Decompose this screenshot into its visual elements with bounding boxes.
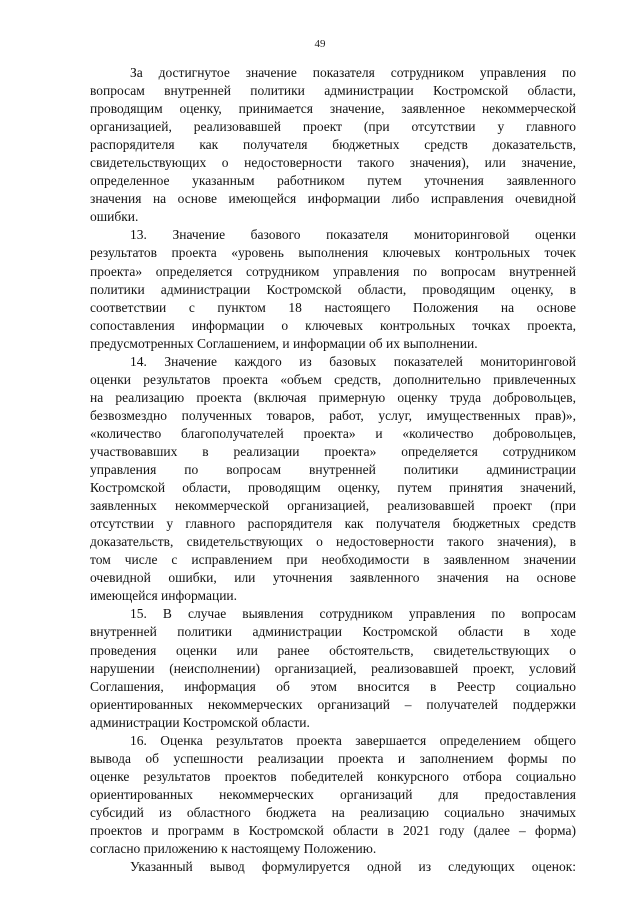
text-line: субсидий из областного бюджета на реализацию социально значимых xyxy=(90,804,576,820)
paragraph-p-13 xyxy=(90,226,576,352)
text-line: ошибки. xyxy=(90,209,139,225)
document-body xyxy=(90,64,576,876)
text-line: ориентированных некоммерческих организаций – получателей поддержки xyxy=(90,696,576,712)
text-line: Костромской области, проводящим оценку, путем принятия значений, xyxy=(90,480,576,496)
text-line: значения на основе имеющейся информации либо исправления очевидной xyxy=(90,191,576,207)
text-line: внутренней политики администрации Костромской области в ходе xyxy=(90,624,576,640)
text-line: сопоставления информации о ключевых контрольных точках проекта, xyxy=(90,317,576,333)
text-line: нарушении (неисполнении) организацией, реализовавшей проект, условий xyxy=(90,660,576,676)
text-line: оценки результатов проекта «объем средств, дополнительно привлеченных xyxy=(90,371,576,387)
text-line: определенное указанным работником путем уточнения заявленного xyxy=(90,173,576,189)
text-line: доказательств, свидетельствующих о недостоверности такого значения), в xyxy=(90,534,576,550)
paragraph-p-achieved-value xyxy=(90,64,576,226)
text-line: ориентированных некоммерческих организаций для предоставления xyxy=(90,786,576,802)
paragraph-p-15 xyxy=(90,605,576,731)
text-line: Соглашения, информация об этом вносится в Реестр социально xyxy=(90,678,576,694)
text-line: на реализацию проекта (включая примерную оценку труда добровольцев, xyxy=(90,389,576,405)
text-line: За достигнутое значение показателя сотрудником управления по xyxy=(130,65,576,80)
text-line: Указанный вывод формулируется одной из следующих оценок: xyxy=(130,859,576,875)
text-line: администрации Костромской области. xyxy=(90,714,310,730)
text-line: распорядителя как получателя бюджетных средств доказательств, xyxy=(90,137,576,153)
text-line: оценке результатов проектов победителей конкурсного отбора социально xyxy=(90,768,576,784)
paragraph-p-14 xyxy=(90,353,576,606)
text-line: «количество благополучателей проекта» и «количество добровольцев, xyxy=(90,425,576,441)
text-line: соответствии с пунктом 18 настоящего Положения на основе xyxy=(90,299,576,315)
text-line: 15. В случае выявления сотрудником управления по вопросам xyxy=(130,606,576,622)
text-line: заявленных некоммерческой организацией, реализовавшей проект (при xyxy=(90,498,576,514)
text-line: предусмотренных Соглашением, и информации об их выполнении. xyxy=(90,335,478,351)
paragraph-p-conclusion xyxy=(90,858,576,876)
text-line: имеющейся информации. xyxy=(90,588,238,604)
text-line: проекта» определяется сотрудником управления по вопросам внутренней xyxy=(90,263,576,279)
page-number: 49 xyxy=(314,38,326,50)
text-line: отсутствии у главного распорядителя как получателя бюджетных средств xyxy=(90,516,576,532)
text-line: организацией, реализовавшей проект (при отсутствии у главного xyxy=(90,119,576,135)
text-line: проектов и программ в Костромской области в 2021 году (далее – форма) xyxy=(90,822,576,838)
text-line: вопросам внутренней политики администрации Костромской области, xyxy=(90,83,576,99)
text-line: 13. Значение базового показателя мониторинговой оценки xyxy=(130,227,576,243)
text-line: участвовавших в реализации проекта» определяется сотрудником xyxy=(90,443,576,459)
text-line: свидетельствующих о недостоверности такого значения), или значение, xyxy=(90,155,576,171)
text-line: политики администрации Костромской области, проводящим оценку, в xyxy=(90,281,576,297)
text-line: том числе с исправлением при необходимости в заявленном значении xyxy=(90,552,576,568)
text-line: проведения оценки или ранее обстоятельств, свидетельствующих о xyxy=(90,642,576,658)
text-line: управления по вопросам внутренней политики администрации xyxy=(90,462,576,478)
text-line: очевидной ошибки, или уточнения заявленного значения на основе xyxy=(90,570,576,586)
text-line: проводящим оценку, принимается значение, заявленное некоммерческой xyxy=(90,101,576,117)
paragraph-p-16 xyxy=(90,732,576,858)
text-line: согласно приложению к настоящему Положению. xyxy=(90,841,377,857)
text-line: результатов проекта «уровень выполнения ключевых контрольных точек xyxy=(90,245,576,261)
text-line: вывода об успешности реализации проекта и заполнением формы по xyxy=(90,750,576,766)
text-line: безвозмездно полученных товаров, работ, услуг, имущественных прав)», xyxy=(90,407,576,423)
text-line: 14. Значение каждого из базовых показателей мониторинговой xyxy=(130,353,576,369)
text-line: 16. Оценка результатов проекта завершается определением общего xyxy=(130,732,576,748)
